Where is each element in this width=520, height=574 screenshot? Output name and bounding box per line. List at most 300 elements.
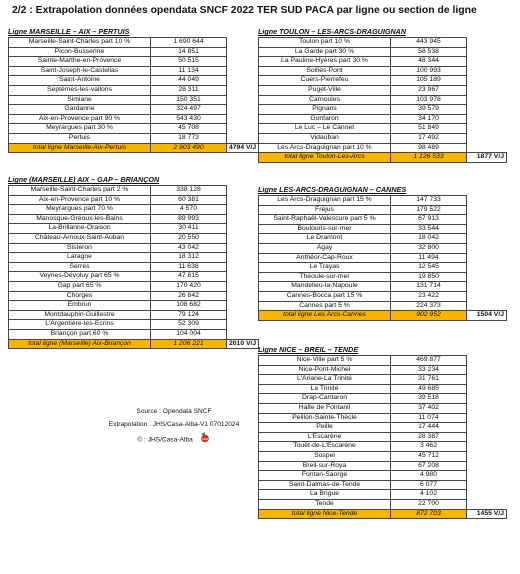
table-row	[259, 234, 507, 244]
empty-cell	[467, 38, 507, 48]
passenger-count: 224 373	[391, 301, 467, 311]
empty-cell	[227, 66, 259, 76]
section-nice-tende	[258, 345, 507, 519]
station-name: Cuers-Pierrefeu	[259, 76, 391, 86]
station-name: Saint-Joseph-le-Castellas	[9, 66, 151, 76]
station-name: Aix-en-Provence part 10 %	[9, 195, 151, 205]
station-table	[258, 37, 507, 163]
passenger-count: 98 489	[391, 143, 467, 153]
total-rate: 4794 V/J	[227, 143, 259, 153]
station-name: Montdauphin-Guillestre	[9, 310, 151, 320]
passenger-count: 52 309	[151, 320, 227, 330]
section-header: Ligne (MARSEILLE) AIX – GAP – BRIANÇON	[8, 175, 160, 184]
empty-cell	[227, 38, 259, 48]
total-label: total ligne Les Arcs-Cannes	[259, 311, 391, 321]
station-name: Peille	[259, 423, 391, 433]
passenger-count: 4 102	[391, 490, 467, 500]
station-name: Sospel	[259, 451, 391, 461]
total-row	[259, 153, 507, 163]
table-row	[259, 253, 507, 263]
credits-source: Source : Opendata SNCF	[136, 408, 212, 415]
empty-cell	[467, 471, 507, 481]
station-name: Boulouris-sur-mer	[259, 224, 391, 234]
empty-cell	[227, 76, 259, 86]
empty-cell	[227, 272, 259, 282]
passenger-count: 89 993	[151, 214, 227, 224]
station-name: Le Dramont	[259, 234, 391, 244]
passenger-count: 51 849	[391, 124, 467, 134]
station-name: Veynes-Dévoluy part 65 %	[9, 272, 151, 282]
station-name: Breil-sur-Roya	[259, 461, 391, 471]
empty-cell	[467, 480, 507, 490]
station-name: Saint-Dalmas-de-Tende	[259, 480, 391, 490]
station-name: Picon-Busserine	[9, 47, 151, 57]
table-row	[9, 262, 259, 272]
station-name: Touët-de-L'Escarène	[259, 442, 391, 452]
station-name: Fréjus	[259, 205, 391, 215]
passenger-count: 30 411	[151, 224, 227, 234]
table-row	[259, 461, 507, 471]
passenger-count: 6 077	[391, 480, 467, 490]
table-row	[9, 320, 259, 330]
total-rate: 2010 V/J	[227, 339, 259, 349]
empty-cell	[227, 233, 259, 243]
section-cannes	[258, 185, 507, 321]
page-title: 2/2 : Extrapolation données opendata SNCF 2022 TER SUD PACA par ligne ou section de ligne	[12, 5, 477, 16]
passenger-count: 49 685	[391, 384, 467, 394]
table-row	[259, 114, 507, 124]
passenger-count: 18 773	[151, 133, 227, 143]
table-row	[259, 215, 507, 225]
empty-cell	[467, 272, 507, 282]
empty-cell	[467, 499, 507, 509]
empty-cell	[467, 375, 507, 385]
table-row	[259, 403, 507, 413]
passenger-count: 104 004	[151, 329, 227, 339]
passenger-count: 37 402	[391, 403, 467, 413]
empty-cell	[467, 124, 507, 134]
passenger-count: 67 913	[391, 215, 467, 225]
station-name: Briançon part 60 %	[9, 329, 151, 339]
passenger-count: 48 344	[391, 57, 467, 67]
table-row	[9, 253, 259, 263]
passenger-count: 170 420	[151, 281, 227, 291]
passenger-count: 105 189	[391, 76, 467, 86]
station-name: Meyrargues part 70 %	[9, 205, 151, 215]
station-name: Chorges	[9, 291, 151, 301]
table-row	[259, 471, 507, 481]
table-row	[259, 263, 507, 273]
table-row	[259, 394, 507, 404]
passenger-count: 11 074	[391, 413, 467, 423]
station-name: Théoule-sur-mer	[259, 272, 391, 282]
total-rate: 1455 V/J	[467, 509, 507, 519]
total-value: 872 703	[391, 509, 467, 519]
table-row	[9, 205, 259, 215]
table-row	[9, 85, 259, 95]
empty-cell	[227, 262, 259, 272]
passenger-count: 18 042	[391, 234, 467, 244]
station-name: La Trinité	[259, 384, 391, 394]
station-name: Vidauban	[259, 133, 391, 143]
empty-cell	[227, 301, 259, 311]
station-name: La Brigue	[259, 490, 391, 500]
empty-cell	[467, 263, 507, 273]
station-name: Halte de Fontanil	[259, 403, 391, 413]
table-row	[9, 291, 259, 301]
table-row	[259, 76, 507, 86]
passenger-count: 45 712	[391, 451, 467, 461]
empty-cell	[467, 365, 507, 375]
passenger-count: 44 049	[151, 76, 227, 86]
table-row	[9, 133, 259, 143]
station-name: Saint-Antoine	[9, 76, 151, 86]
station-name: Puget-Ville	[259, 85, 391, 95]
passenger-count: 32 800	[391, 243, 467, 253]
empty-cell	[467, 205, 507, 215]
total-row	[9, 339, 259, 349]
total-value: 2 903 490	[151, 143, 227, 153]
empty-cell	[467, 243, 507, 253]
passenger-count: 147 733	[391, 196, 467, 206]
total-value: 1 206 221	[151, 339, 227, 349]
station-table	[258, 195, 507, 321]
station-name: Saint-Raphaël-Valescure part 5 %	[259, 215, 391, 225]
table-row	[9, 224, 259, 234]
passenger-count: 18 312	[151, 253, 227, 263]
passenger-count: 31 761	[391, 375, 467, 385]
empty-cell	[467, 423, 507, 433]
empty-cell	[227, 320, 259, 330]
passenger-count: 103 978	[391, 95, 467, 105]
table-row	[9, 95, 259, 105]
table-row	[259, 66, 507, 76]
table-row	[9, 233, 259, 243]
passenger-count: 17 444	[391, 423, 467, 433]
passenger-count: 60 381	[151, 195, 227, 205]
empty-cell	[227, 214, 259, 224]
total-label: total ligne Nice-Tende	[259, 509, 391, 519]
table-row	[259, 105, 507, 115]
table-row	[259, 272, 507, 282]
section-marseille-aix	[8, 27, 259, 153]
empty-cell	[467, 432, 507, 442]
empty-cell	[467, 301, 507, 311]
station-name: Peillon-Sainte-Thècle	[259, 413, 391, 423]
table-row	[259, 365, 507, 375]
table-row	[9, 124, 259, 134]
passenger-count: 39 579	[391, 105, 467, 115]
empty-cell	[467, 234, 507, 244]
table-row	[259, 423, 507, 433]
passenger-count: 12 545	[391, 263, 467, 273]
passenger-count: 443 945	[391, 38, 467, 48]
station-name: Pignans	[259, 105, 391, 115]
empty-cell	[227, 133, 259, 143]
total-rate: 1504 V/J	[467, 311, 507, 321]
table-row	[259, 243, 507, 253]
passenger-count: 324 497	[151, 105, 227, 115]
table-row	[259, 480, 507, 490]
passenger-count: 23 422	[391, 291, 467, 301]
passenger-count: 22 700	[391, 499, 467, 509]
passenger-count: 179 522	[391, 205, 467, 215]
table-row	[9, 76, 259, 86]
table-row	[259, 124, 507, 134]
table-row	[259, 133, 507, 143]
table-row	[9, 66, 259, 76]
empty-cell	[227, 95, 259, 105]
station-name: Gap part 65 %	[9, 281, 151, 291]
table-row	[259, 291, 507, 301]
empty-cell	[227, 114, 259, 124]
empty-cell	[467, 403, 507, 413]
empty-cell	[467, 76, 507, 86]
station-name: Sainte-Marthe-en-Provence	[9, 57, 151, 67]
station-name: La-Brillanne-Oraison	[9, 224, 151, 234]
passenger-count: 28 311	[151, 85, 227, 95]
station-name: Les Arcs-Draguignan part 10 %	[259, 143, 391, 153]
empty-cell	[467, 394, 507, 404]
table-row	[9, 272, 259, 282]
table-row	[259, 282, 507, 292]
station-table	[258, 355, 507, 519]
empty-cell	[467, 224, 507, 234]
total-row	[259, 311, 507, 321]
station-name: Le Luc – Le Cannet	[259, 124, 391, 134]
empty-cell	[227, 329, 259, 339]
empty-cell	[467, 57, 507, 67]
total-label: total ligne Toulon-Les-Arcs	[259, 153, 391, 163]
station-name: L'Ariane-La Trinité	[259, 375, 391, 385]
table-row	[259, 375, 507, 385]
station-name: L'Escarène	[259, 432, 391, 442]
empty-cell	[467, 291, 507, 301]
empty-cell	[227, 195, 259, 205]
station-name: Serres	[9, 262, 151, 272]
empty-cell	[467, 413, 507, 423]
station-name: Château-Arnoux-Saint-Auban	[9, 233, 151, 243]
table-row	[259, 301, 507, 311]
passenger-count: 4 980	[391, 471, 467, 481]
station-name: Pertuis	[9, 133, 151, 143]
passenger-count: 79 124	[151, 310, 227, 320]
passenger-count: 39 518	[391, 394, 467, 404]
empty-cell	[227, 57, 259, 67]
empty-cell	[227, 85, 259, 95]
empty-cell	[227, 224, 259, 234]
passenger-count: 33 544	[391, 224, 467, 234]
empty-cell	[467, 133, 507, 143]
passenger-count: 4 570	[151, 205, 227, 215]
station-name: Meyrargues part 30 %	[9, 124, 151, 134]
table-row	[9, 214, 259, 224]
table-row	[259, 85, 507, 95]
table-row	[9, 301, 259, 311]
table-row	[259, 499, 507, 509]
station-name: Fontan-Saorge	[259, 471, 391, 481]
station-name: Mandelieu-la-Napoule	[259, 282, 391, 292]
passenger-count: 1 690 644	[151, 38, 227, 48]
station-name: Nice-Pont-Michel	[259, 365, 391, 375]
table-row	[9, 38, 259, 48]
passenger-count: 19 850	[391, 272, 467, 282]
passenger-count: 3 462	[391, 442, 467, 452]
casa-alba-logo-icon	[199, 431, 211, 448]
empty-cell	[467, 114, 507, 124]
station-name: Manosque-Gréoux-les-Bains	[9, 214, 151, 224]
total-label: total ligne (Marseille) Aix-Briançon	[9, 339, 151, 349]
passenger-count: 11 638	[151, 262, 227, 272]
station-name: Laragne	[9, 253, 151, 263]
total-value: 1 126 533	[391, 153, 467, 163]
station-name: Le Trayas	[259, 263, 391, 273]
table-row	[9, 281, 259, 291]
passenger-count: 131 714	[391, 282, 467, 292]
station-name: Cannes part 5 %	[259, 301, 391, 311]
empty-cell	[467, 384, 507, 394]
table-row	[259, 38, 507, 48]
passenger-count: 469 877	[391, 356, 467, 366]
table-row	[9, 310, 259, 320]
empty-cell	[467, 253, 507, 263]
station-name: Toulon part 10 %	[259, 38, 391, 48]
passenger-count: 45 708	[151, 124, 227, 134]
empty-cell	[467, 215, 507, 225]
table-row	[259, 205, 507, 215]
passenger-count: 17 492	[391, 133, 467, 143]
section-header: Ligne NICE – BREIL – TENDE	[258, 345, 359, 354]
empty-cell	[227, 310, 259, 320]
table-row	[259, 432, 507, 442]
passenger-count: 11 134	[151, 66, 227, 76]
empty-cell	[227, 253, 259, 263]
station-name: Les Arcs-Draguignan part 15 %	[259, 196, 391, 206]
station-name: Simiane	[9, 95, 151, 105]
station-table	[8, 37, 259, 153]
section-header: Ligne MARSEILLE – AIX – PERTUIS	[8, 27, 130, 36]
table-row	[259, 143, 507, 153]
station-name: Gonfaron	[259, 114, 391, 124]
table-row	[259, 224, 507, 234]
table-row	[9, 57, 259, 67]
table-row	[259, 356, 507, 366]
section-toulon	[258, 27, 507, 163]
empty-cell	[227, 243, 259, 253]
passenger-count: 23 967	[391, 85, 467, 95]
empty-cell	[467, 282, 507, 292]
station-name: Aix-en-Provence part 90 %	[9, 114, 151, 124]
empty-cell	[467, 143, 507, 153]
station-name: Sisteron	[9, 243, 151, 253]
total-rate: 1877 V/J	[467, 153, 507, 163]
passenger-count: 20 550	[151, 233, 227, 243]
credits	[96, 405, 252, 448]
station-name: Gardanne	[9, 105, 151, 115]
passenger-count: 338 128	[151, 186, 227, 196]
station-name: Marseille-Saint-Charles part 10 %	[9, 38, 151, 48]
passenger-count: 50 515	[151, 57, 227, 67]
table-row	[9, 195, 259, 205]
empty-cell	[227, 205, 259, 215]
empty-cell	[467, 47, 507, 57]
empty-cell	[227, 105, 259, 115]
empty-cell	[467, 356, 507, 366]
station-name: L'Argentière-les-Ecrins	[9, 320, 151, 330]
empty-cell	[227, 47, 259, 57]
table-row	[259, 413, 507, 423]
station-name: Embrun	[9, 301, 151, 311]
station-name: Agay	[259, 243, 391, 253]
passenger-count: 14 851	[151, 47, 227, 57]
credits-extrapolation: Extrapolation : JHS/Casa-Alba-V1 07012024	[108, 421, 240, 428]
empty-cell	[467, 461, 507, 471]
table-row	[259, 47, 507, 57]
empty-cell	[467, 105, 507, 115]
empty-cell	[467, 85, 507, 95]
table-row	[9, 47, 259, 57]
table-row	[259, 196, 507, 206]
station-name: Septèmes-les-vallons	[9, 85, 151, 95]
table-row	[259, 57, 507, 67]
passenger-count: 28 387	[391, 432, 467, 442]
passenger-count: 47 815	[151, 272, 227, 282]
table-row	[9, 105, 259, 115]
empty-cell	[227, 124, 259, 134]
passenger-count: 11 494	[391, 253, 467, 263]
passenger-count: 108 682	[151, 301, 227, 311]
passenger-count: 67 208	[391, 461, 467, 471]
empty-cell	[467, 490, 507, 500]
table-row	[9, 114, 259, 124]
passenger-count: 33 234	[391, 365, 467, 375]
credits-copyright	[96, 431, 252, 448]
total-label: total ligne Marseille-Aix-Pertuis	[9, 143, 151, 153]
station-name: Cannes-Bocca part 15 %	[259, 291, 391, 301]
table-row	[9, 243, 259, 253]
table-row	[259, 490, 507, 500]
empty-cell	[467, 95, 507, 105]
table-row	[259, 451, 507, 461]
passenger-count: 34 170	[391, 114, 467, 124]
table-row	[9, 329, 259, 339]
table-row	[259, 384, 507, 394]
section-header: Ligne TOULON – LES-ARCS-DRAGUIGNAN	[258, 27, 407, 36]
station-name: Carnoules	[259, 95, 391, 105]
total-row	[9, 143, 259, 153]
station-name: Nice-Ville part 5 %	[259, 356, 391, 366]
station-name: Solliès-Pont	[259, 66, 391, 76]
section-gap-briancon	[8, 175, 259, 349]
total-row	[259, 509, 507, 519]
total-value: 902 952	[391, 311, 467, 321]
empty-cell	[467, 66, 507, 76]
station-name: Anthéor-Cap-Roux	[259, 253, 391, 263]
empty-cell	[227, 186, 259, 196]
empty-cell	[227, 291, 259, 301]
passenger-count: 150 351	[151, 95, 227, 105]
station-name: Marseille-Saint-Charles part 2 %	[9, 186, 151, 196]
station-name: La Pauline-Hyères part 30 %	[259, 57, 391, 67]
station-name: Drap-Cantaron	[259, 394, 391, 404]
passenger-count: 26 842	[151, 291, 227, 301]
empty-cell	[227, 281, 259, 291]
station-table	[8, 185, 259, 349]
passenger-count: 543 430	[151, 114, 227, 124]
credits-copyright-text: © : JHS/Casa-Alba	[137, 436, 193, 444]
passenger-count: 58 538	[391, 47, 467, 57]
empty-cell	[467, 451, 507, 461]
